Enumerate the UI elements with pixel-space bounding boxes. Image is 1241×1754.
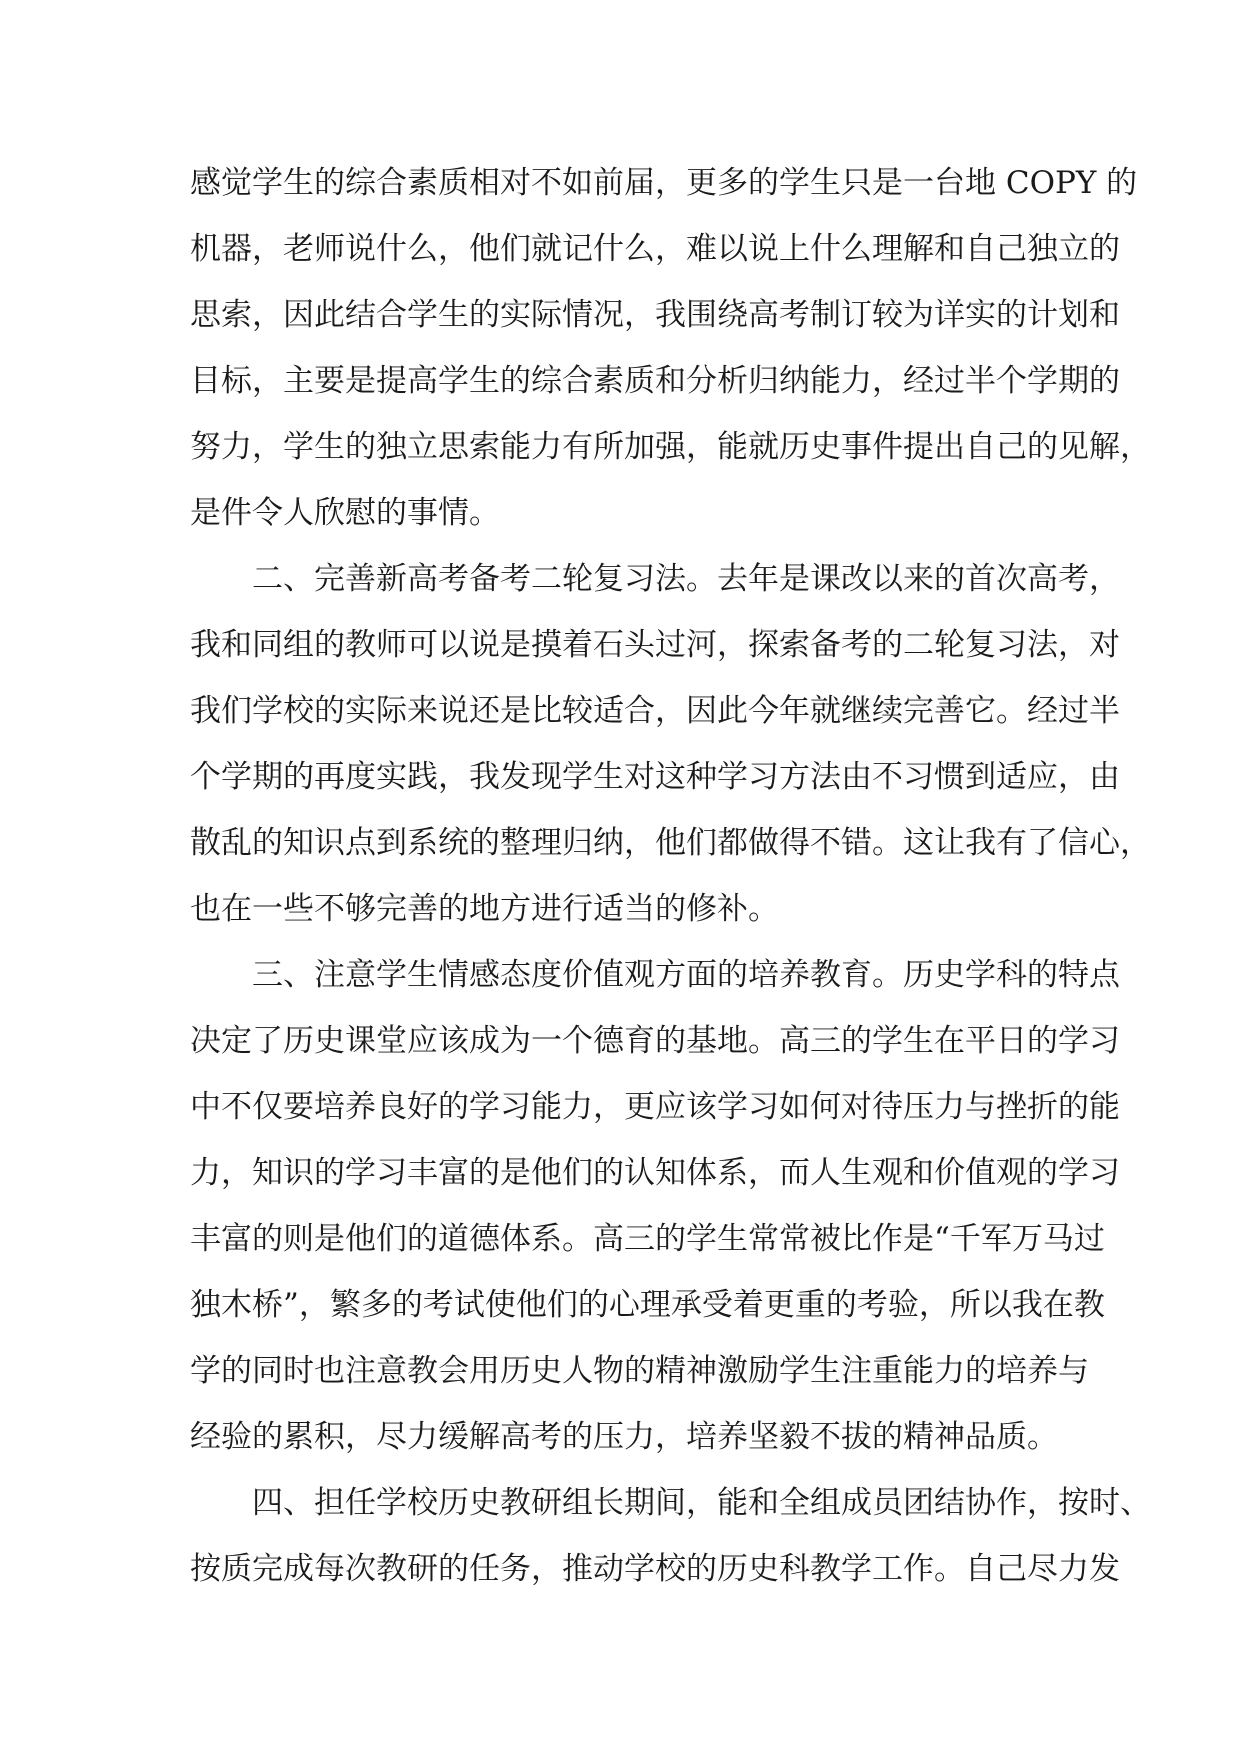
paragraph xyxy=(190,1470,1151,1602)
text-line: 目标，主要是提高学生的综合素质和分析归纳能力，经过半个学期的 xyxy=(190,363,1120,399)
text-line: 丰富的则是他们的道德体系。高三的学生常常被比作是“千军万马过 xyxy=(190,1221,1105,1257)
text-line: 机器，老师说什么，他们就记什么，难以说上什么理解和自己独立的 xyxy=(190,231,1120,267)
text-line: 思索，因此结合学生的实际情况，我围绕高考制订较为详实的计划和 xyxy=(190,297,1120,333)
text-line: 个学期的再度实践，我发现学生对这种学习方法由不习惯到适应，由 xyxy=(190,759,1120,795)
paragraph xyxy=(190,546,1151,942)
text-line: 感觉学生的综合素质相对不如前届，更多的学生只是一台地 COPY 的 xyxy=(190,165,1138,201)
text-line: 决定了历史课堂应该成为一个德育的基地。高三的学生在平日的学习 xyxy=(190,1023,1120,1059)
text-line: 三、注意学生情感态度价值观方面的培养教育。历史学科的特点 xyxy=(252,957,1120,993)
text-line: 按质完成每次教研的任务，推动学校的历史科教学工作。自己尽力发 xyxy=(190,1551,1120,1587)
text-line: 努力，学生的独立思索能力有所加强，能就历史事件提出自己的见解， xyxy=(190,429,1151,465)
text-line: 我和同组的教师可以说是摸着石头过河，探索备考的二轮复习法，对 xyxy=(190,627,1120,663)
text-line: 是件令人欣慰的事情。 xyxy=(190,495,500,531)
text-line: 中不仅要培养良好的学习能力，更应该学习如何对待压力与挫折的能 xyxy=(190,1089,1120,1125)
paragraph xyxy=(190,942,1120,1470)
text-line: 力，知识的学习丰富的是他们的认知体系，而人生观和价值观的学习 xyxy=(190,1155,1120,1191)
text-line: 我们学校的实际来说还是比较适合，因此今年就继续完善它。经过半 xyxy=(190,693,1120,729)
document-body xyxy=(190,150,1151,1602)
text-line: 独木桥”，繁多的考试使他们的心理承受着更重的考验，所以我在教 xyxy=(190,1287,1105,1323)
text-line: 散乱的知识点到系统的整理归纳，他们都做得不错。这让我有了信心， xyxy=(190,825,1151,861)
text-line: 经验的累积，尽力缓解高考的压力，培养坚毅不拔的精神品质。 xyxy=(190,1419,1058,1455)
text-line: 四、担任学校历史教研组长期间，能和全组成员团结协作，按时、 xyxy=(252,1485,1151,1521)
text-line: 也在一些不够完善的地方进行适当的修补。 xyxy=(190,891,779,927)
text-line: 二、完善新高考备考二轮复习法。去年是课改以来的首次高考， xyxy=(252,561,1120,597)
paragraph xyxy=(190,150,1151,546)
text-line: 学的同时也注意教会用历史人物的精神激励学生注重能力的培养与 xyxy=(190,1353,1089,1389)
